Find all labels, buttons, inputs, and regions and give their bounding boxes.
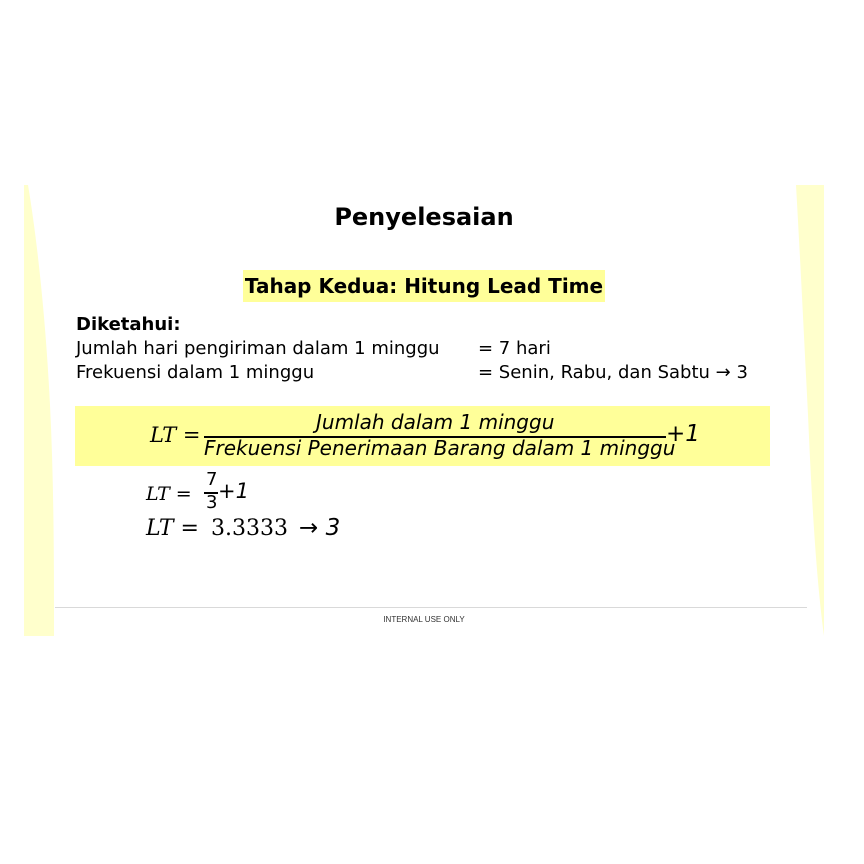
- substitution-numerator: 7: [206, 469, 218, 490]
- known-label: Diketahui:: [76, 314, 181, 335]
- substitution-denominator: 3: [206, 492, 218, 513]
- slide-title: Penyelesaian: [334, 203, 514, 231]
- known-row-value: = Senin, Rabu, dan Sabtu → 3: [478, 362, 748, 383]
- formula-plus-one: +1: [666, 421, 700, 447]
- known-row-label: Jumlah hari pengiriman dalam 1 minggu: [76, 338, 440, 359]
- substitution-lhs: LT =: [146, 483, 192, 505]
- known-row-value: = 7 hari: [478, 338, 551, 359]
- known-row-label: Frekuensi dalam 1 minggu: [76, 362, 315, 383]
- result-value: 3.3333: [211, 516, 288, 541]
- formula-numerator: Jumlah dalam 1 minggu: [316, 410, 555, 434]
- substitution-plus-one: +1: [218, 479, 249, 503]
- formula-denominator: Frekuensi Penerimaan Barang dalam 1 minggu: [204, 436, 676, 460]
- result-lhs: LT =: [146, 516, 199, 541]
- formula-lhs: LT =: [150, 423, 201, 447]
- section-subtitle: Tahap Kedua: Hitung Lead Time: [243, 270, 605, 302]
- footer-divider: [55, 607, 807, 608]
- slide: [24, 185, 824, 636]
- footer-label: INTERNAL USE ONLY: [383, 615, 465, 624]
- result-rounded: → 3: [299, 515, 341, 541]
